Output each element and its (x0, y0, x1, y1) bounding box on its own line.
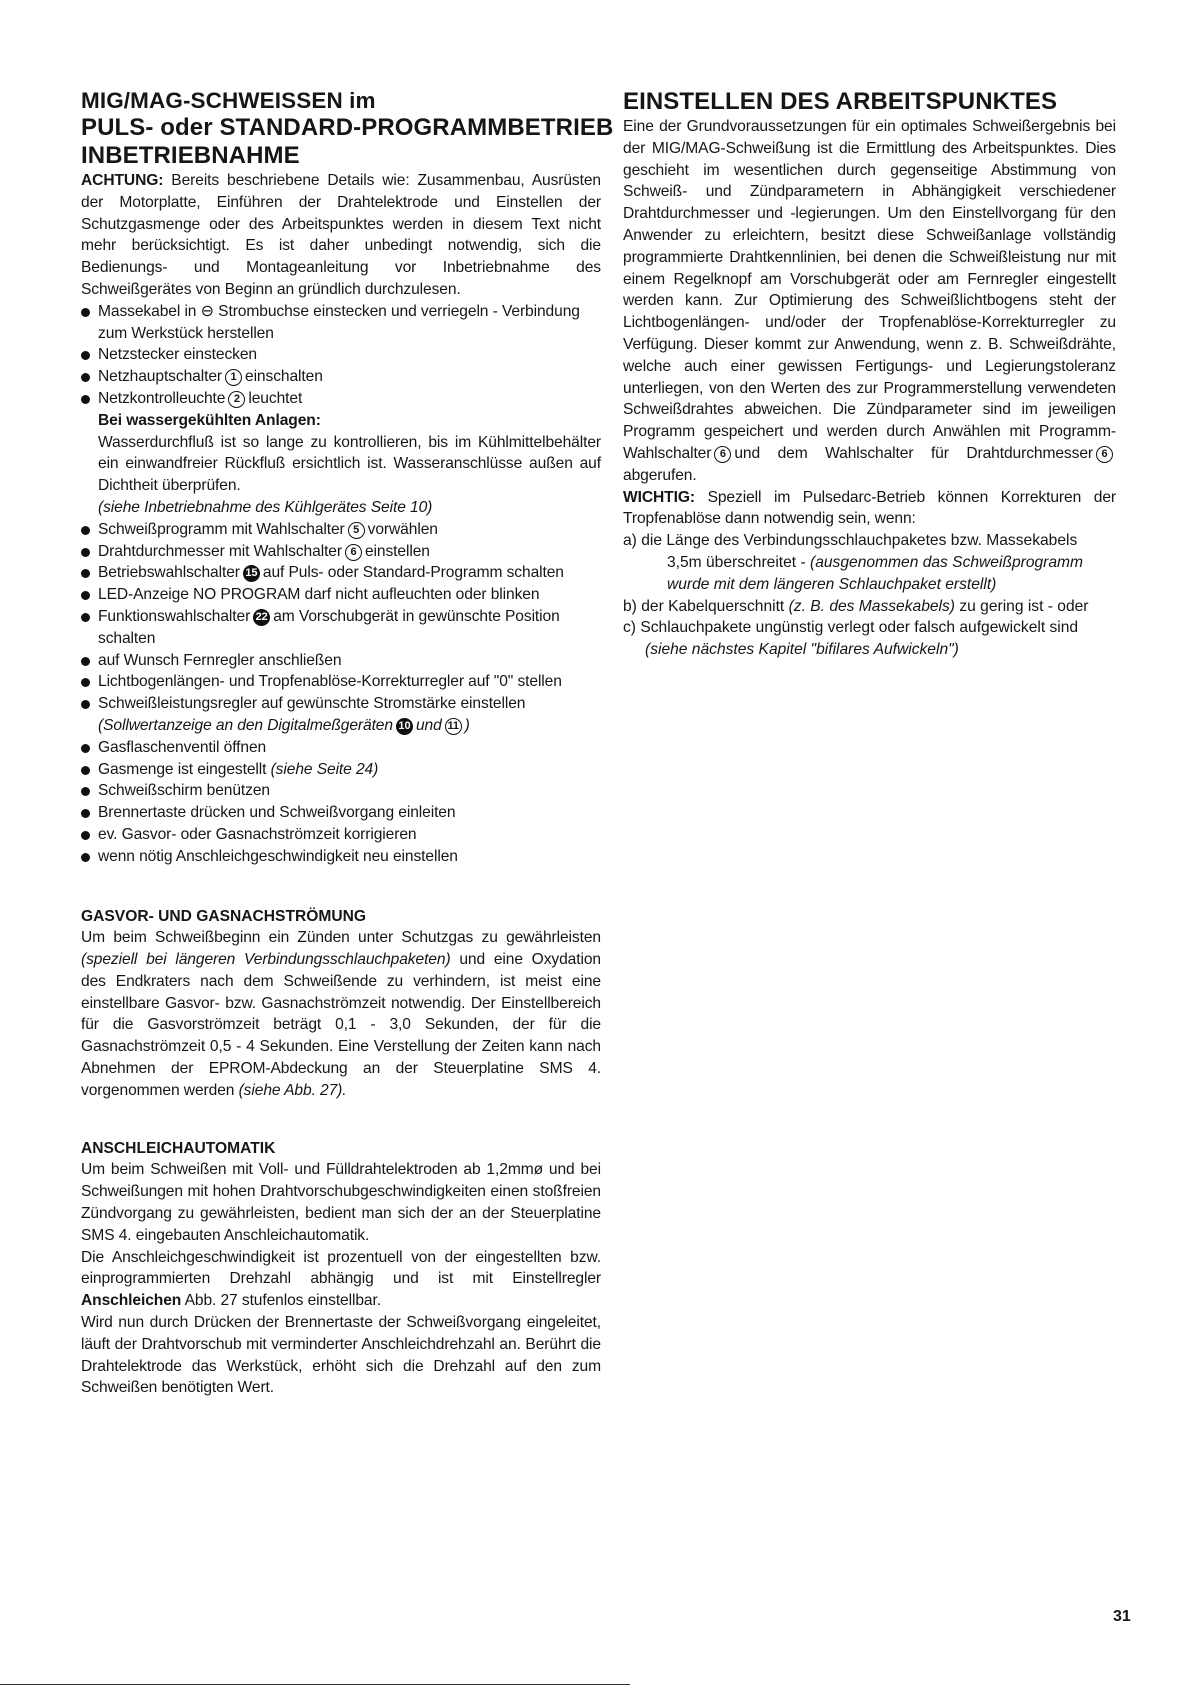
creep-start-paragraph-2: Die Anschleichgeschwindigkeit ist prozentuell von der eingestellten bzw. einprogrammierten Drehzahl abhängig und ist mit Einstellregler Anschleichen Abb. 27 stufenlos einstellbar. (81, 1248, 601, 1310)
list-item: Massekabel in ⊖ Strombuchse einstecken und verriegeln - Verbindung zum Werkstück herstellen (81, 301, 601, 345)
ref-number-icon: 15 (243, 565, 260, 582)
list-item: ev. Gasvor- oder Gasnachströmzeit korrigieren (81, 824, 601, 846)
ref-number-icon: 6 (714, 446, 731, 463)
left-column (81, 88, 614, 1399)
achtung-label: ACHTUNG: (81, 172, 164, 189)
wichtig-label: WICHTIG: (623, 488, 695, 506)
list-item: Schweißprogramm mit Wahlschalter 5 vorwählen (81, 519, 601, 541)
list-item: Brennertaste drücken und Schweißvorgang einleiten (81, 802, 601, 824)
minus-socket-icon: ⊖ (200, 302, 214, 320)
achtung-paragraph (81, 170, 601, 301)
creep-start-paragraph-1: Um beim Schweißen mit Voll- und Fülldrahtelektroden ab 1,2mmø und bei Schweißungen mit hohen Drahtvorschubgeschwindigkeiten einen stoßfreien Zündvorgang zu gewährleisten, bedient man sich der an der Steuerplatine SMS 4. eingebauten Anschleichautomatik. (81, 1161, 601, 1244)
main-title-line-1: MIG/MAG-SCHWEISSEN im (81, 88, 376, 113)
working-point-title: EINSTELLEN DES ARBEITSPUNKTES (623, 88, 1058, 115)
ref-number-icon: 22 (253, 609, 270, 626)
procedure-list (81, 301, 601, 410)
condition-item-a: a) die Länge des Verbindungsschlauchpaketes bzw. Massekabels 3,5m überschreitet - (ausgenommen das Schweißprogramm wurde mit dem längeren Schlauchpaket erstellt) (623, 532, 1084, 593)
list-item: Betriebswahlschalter 15 auf Puls- oder Standard-Programm schalten (81, 562, 601, 584)
list-item: Schweißleistungsregler auf gewünschte Stromstärke einstellen (Sollwertanzeige an den Digitalmeßgeräten 10 und 11 ) (81, 693, 601, 737)
achtung-text: Bereits beschriebene Details wie: Zusammenbau, Ausrüsten der Motorplatte, Einführen der Drahtelektrode und Einstellen der Schutzgasmenge oder des Arbeitspunktes werden in diesem Text nicht mehr berücksichtigt. Es ist daher unbedingt notwendig, sich die Bedienungs- und Montageanleitung vor Inbetriebnahme des Schweißgerätes von Beginn an gründlich durchzulesen. (81, 172, 602, 298)
ref-number-icon: 10 (396, 718, 413, 735)
ref-number-icon: 2 (228, 391, 245, 408)
creep-start-heading: ANSCHLEICHAUTOMATIK (81, 1139, 276, 1157)
right-column (623, 88, 1116, 661)
ref-number-icon: 5 (348, 522, 365, 539)
condition-item-c: c) Schlauchpakete ungünstig verlegt oder falsch aufgewickelt sind (siehe nächstes Kapitel "bifilares Aufwickeln") (623, 619, 1079, 659)
page-number: 31 (1113, 1608, 1131, 1625)
gas-flow-paragraph: Um beim Schweißbeginn ein Zünden unter Schutzgas zu gewährleisten (speziell bei längeren Verbindungsschlauchpaketen) und eine Oxydation des Endkraters nach dem Schweißende zu verhindern, ist meist eine einstellbare Gasvor- bzw. Gasnachströmzeit notwendig. Der Einstellbereich für die Gasvorströmzeit beträgt 0,1 - 3,0 Sekunden, der für die Gasnachströmzeit 0,5 - 4 Sekunden. Eine Verstellung der Zeiten kann nach Abnehmen der EPROM-Abdeckung an der Steuerplatine SMS 4. vorgenommen werden (siehe Abb. 27). (81, 929, 601, 1099)
list-item: Netzhauptschalter 1 einschalten (81, 366, 601, 388)
ref-number-icon: 6 (345, 544, 362, 561)
creep-start-paragraph-3: Wird nun durch Drücken der Brennertaste der Schweißvorgang eingeleitet, läuft der Drahtvorschub mit verminderter Anschleichdrehzahl an. Berührt die Drahtelektrode das Werkstück, erhöht sich die Drehzahl auf den zum Schweißen benötigten Wert. (81, 1314, 601, 1397)
list-item: Schweißschirm benützen (81, 780, 601, 802)
procedure-list-2 (81, 519, 601, 868)
gas-flow-heading: GASVOR- UND GASNACHSTRÖMUNG (81, 907, 367, 925)
water-cooling-heading: Bei wassergekühlten Anlagen: (98, 411, 321, 429)
ref-number-icon: 6 (1096, 446, 1113, 463)
working-point-paragraph: Eine der Grundvoraussetzungen für ein optimales Schweißergebnis bei der MIG/MAG-Schweißung ist die Ermittlung des Arbeitspunktes. Dies geschieht im wesentlichen durch gegenseitige Abstimmung von Schweiß- und Zündparametern in Abhängigkeit verschiedener Drahtdurchmesser und -legierungen. Um den Einstellvorgang für den Anwender zu erleichtern, besitzt diese Schweißanlage vollständig programmierte Drahtkennlinien, bei denen die Schweißleistung nur mit einem Regelknopf am Vorschubgerät oder am Fernregler eingestellt werden kann. Zur Optimierung des Schweißlichtbogens steht der Lichtbogenlängen- und/oder der Tropfenablöse-Korrekturregler zu Verfügung. Dieser kommt zur Anwendung, wenn z. B. Schweißdrähte, welche auch einer gewissen Fertigungs- und Legierungstoleranz unterliegen, von den Werten des zur Programmerstellung verwendeten Schweißdrahtes abweichen. Die Zündparameter sind im jeweiligen Programm gespeichert und werden durch Anwählen mit Programm-Wahlschalter 6 und dem Wahlschalter für Drahtdurchmesser 6abgerufen. (623, 118, 1116, 484)
water-cooling-ref: (siehe Inbetriebnahme des Kühlgerätes Seite 10) (98, 498, 433, 516)
list-item: Gasflaschenventil öffnen (81, 737, 601, 759)
list-item: Lichtbogenlängen- und Tropfenablöse-Korrekturregler auf "0" stellen (81, 671, 601, 693)
list-item: auf Wunsch Fernregler anschließen (81, 650, 601, 672)
list-item: wenn nötig Anschleichgeschwindigkeit neu einstellen (81, 846, 601, 868)
wichtig-paragraph: WICHTIG: Speziell im Pulsedarc-Betrieb können Korrekturen der Tropfenablöse dann notwendig sein, wenn: (623, 488, 1116, 528)
list-item: LED-Anzeige NO PROGRAM darf nicht aufleuchten oder blinken (81, 584, 601, 606)
ref-number-icon: 11 (445, 718, 462, 735)
water-cooling-text: Wasserdurchfluß ist so lange zu kontrollieren, bis im Kühlmittelbehälter ein einwandfreier Rückfluß ersichtlich ist. Wasseranschlüsse außen auf Dichtheit überprüfen. (98, 433, 601, 495)
list-item: Netzkontrolleuchte 2 leuchtet (81, 388, 601, 410)
main-title-line-2: PULS- oder STANDARD-PROGRAMMBETRIEB (81, 114, 614, 141)
ref-number-icon: 1 (225, 369, 242, 386)
water-cooling-block (81, 410, 601, 519)
condition-item-b: b) der Kabelquerschnitt (z. B. des Massekabels) zu gering ist - oder (623, 597, 1089, 615)
list-item: Gasmenge ist eingestellt (siehe Seite 24) (81, 759, 601, 781)
main-title-line-3: INBETRIEBNAHME (81, 142, 300, 169)
list-item: Drahtdurchmesser mit Wahlschalter 6 einstellen (81, 541, 601, 563)
list-item: Netzstecker einstecken (81, 344, 601, 366)
condition-list (623, 530, 1116, 661)
list-item: Funktionswahlschalter 22 am Vorschubgerät in gewünschte Position schalten (81, 606, 601, 650)
